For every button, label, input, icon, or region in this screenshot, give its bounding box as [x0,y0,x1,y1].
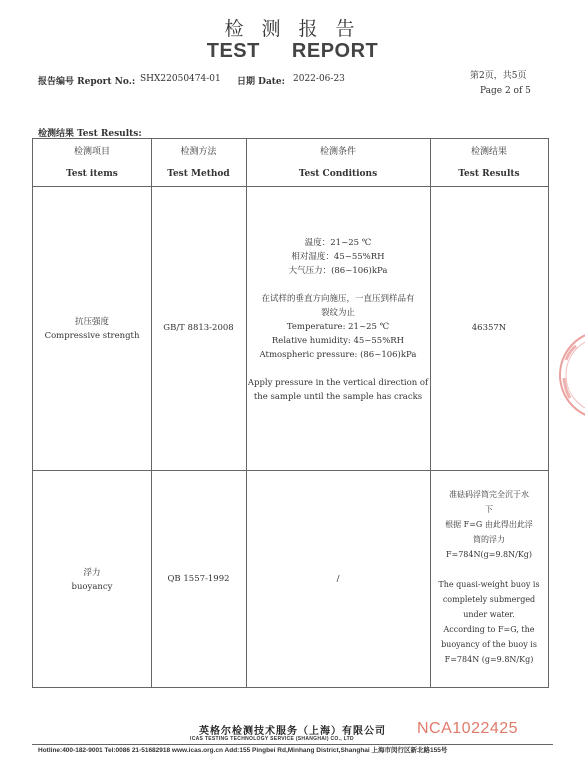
test-results-label: 检测结果 Test Results: [38,129,142,139]
company-name-en: ICAS TESTING TECHNOLOGY SERVICE (SHANGHAI) CO., LTD [190,736,354,742]
report-title-cn: 检 测 报 告 [224,18,361,40]
header-test-items: 检测项目 Test items [66,147,118,179]
row2-test-conditions: / [336,574,340,584]
header-test-conditions: 检测条件 Test Conditions [298,147,378,179]
date-label: 日期 Date: [237,77,285,87]
header-test-results: 检测结果 Test Results [458,147,520,179]
page-indicator-en: Page 2 of 5 [480,86,531,96]
row2-test-item: 浮力 buoyancy [71,568,113,592]
report-title-en: TEST REPORT [206,40,379,62]
page-indicator-cn: 第2页，共5页 [470,71,527,81]
footer-contact-info: Hotline:400-182-9001 Tel:0086 21-51682918 www.icas.org.cn Add:155 Pingbei Rd,Minhang District,Shanghai 上海市闵行区新北路155号 [38,747,448,754]
report-serial-code: NCA1022425 [417,720,519,737]
row1-test-conditions: 温度：21~25 ℃ 相对湿度：45~55%RH 大气压力：(86~106)kPa 在试样的垂直方向施压，一直压到样品有 裂纹为止 Temperature: 21~25 ℃ Relative humidity: 45~55%RH Atmospheric pressure: (86~106)kPa Apply pressure in the vertical direction of the sample until the sample has cracks [247,238,429,402]
company-name-cn: 英格尔检测技术服务（上海）有限公司 [199,726,386,737]
company-seal-icon [556,320,585,430]
row2-test-result: 准砝码浮筒完全沉于水 下 根据 F=G 由此得出此浮 筒的浮力 F=784N(g=9.8N/Kg) The quasi-weight buoy is completely submerged under water. According to F=G, the buoyancy of the buoy is F=784N (g=9.8N/Kg) [438,490,540,664]
report-number: SHX22050474-01 [140,74,221,84]
row1-test-result: 46357N [471,323,507,333]
report-date: 2022-06-23 [293,74,345,84]
header-test-method: 检测方法 Test Method [167,147,230,179]
row1-test-item: 抗压强度 Compressive strength [44,317,140,341]
row2-test-method: QB 1557-1992 [167,574,230,584]
report-number-label: 报告编号 Report No.: [38,77,136,87]
row1-test-method: GB/T 8813-2008 [163,323,234,333]
results-table [32,138,549,688]
